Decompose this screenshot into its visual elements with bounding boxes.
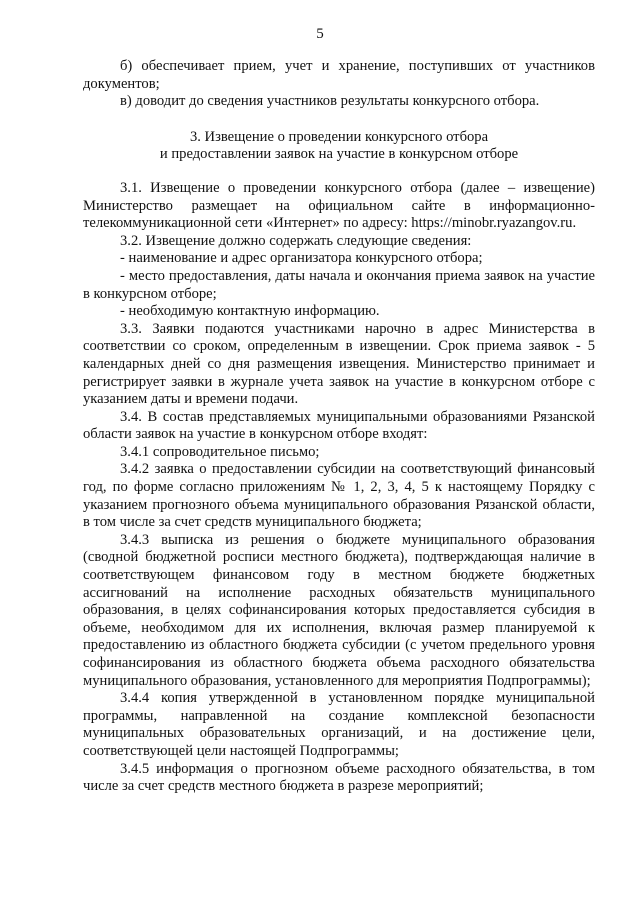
paragraph-b: б) обеспечивает прием, учет и хранение, поступивших от участников документов; xyxy=(83,58,595,92)
paragraph-3-4-3: 3.4.3 выписка из решения о бюджете муниципального образования (сводной бюджетной росписи местного бюджета), подтверждающая наличие в соответствующем финансовом году в местном бюджете бюджетных ассигнований на исполнение расходных обязательств муниципального образования, в целях софинансирования которых предоставляется субсидия в объеме, необходимом для их исполнения, включая размер планируемой к предоставлению из областного бюджета субсидии (с учетом предельного уровня софинансирования из областного бюджета объема расходного обязательства муниципального образования, установленного для мероприятия Подпрограммы); xyxy=(83,531,595,689)
paragraph-3-4-4: 3.4.4 копия утвержденной в установленном порядке муниципальной программы, направленной на создание комплексной безопасности муниципальных образовательных организаций, и на достижение цели, соответствующей цели настоящей Подпрограммы; xyxy=(83,690,595,759)
section-title xyxy=(83,129,595,164)
paragraph-3-4-1: 3.4.1 сопроводительное письмо; xyxy=(120,443,320,460)
section-title-line-2: и предоставлении заявок на участие в конкурсном отборе xyxy=(159,146,519,163)
paragraph-3-3: 3.3. Заявки подаются участниками нарочно в адрес Министерства в соответствии со сроком, определенным в извещении. Срок приема заявок - 5 календарных дней со дня размещения извещения. Министерство принимает и регистрирует заявки в журнале учета заявок на участие в конкурсном отборе с указанием даты и времени подачи. xyxy=(83,320,595,408)
paragraph-3-4-5: 3.4.5 информация о прогнозном объеме расходного обязательства, в том числе за счет средств местного бюджета в разрезе мероприятий; xyxy=(83,760,595,795)
paragraph-v: в) доводит до сведения участников результаты конкурсного отбора. xyxy=(120,93,540,110)
paragraph-3-4: 3.4. В состав представляемых муниципальными образованиями Рязанской области заявок на участие в конкурсном отборе входят: xyxy=(83,408,595,443)
page-number: 5 xyxy=(316,26,324,42)
paragraph-3-2: 3.2. Извещение должно содержать следующие сведения: xyxy=(120,232,472,249)
list-item-organizer: - наименование и адрес организатора конкурсного отбора; xyxy=(120,250,483,267)
list-item-contacts: - необходимую контактную информацию. xyxy=(120,303,380,320)
paragraph-3-1: 3.1. Извещение о проведении конкурсного отбора (далее – извещение) Министерство размещает на официальном сайте в информационно-телекоммуникационной сети «Интернет» по адресу: https://minobr.ryazangov.ru. xyxy=(83,179,595,232)
paragraph-3-4-2: 3.4.2 заявка о предоставлении субсидии на соответствующий финансовый год, по форме согласно приложениям № 1, 2, 3, 4, 5 к настоящему Порядку с указанием прогнозного объема муниципального образования Рязанской области, в том числе за счет средств муниципального бюджета; xyxy=(83,461,595,531)
section-title-line-1: 3. Извещение о проведении конкурсного отбора xyxy=(189,128,489,145)
list-item-place-dates: - место предоставления, даты начала и окончания приема заявок на участие в конкурсном отборе; xyxy=(83,267,595,302)
document-body xyxy=(83,58,595,796)
